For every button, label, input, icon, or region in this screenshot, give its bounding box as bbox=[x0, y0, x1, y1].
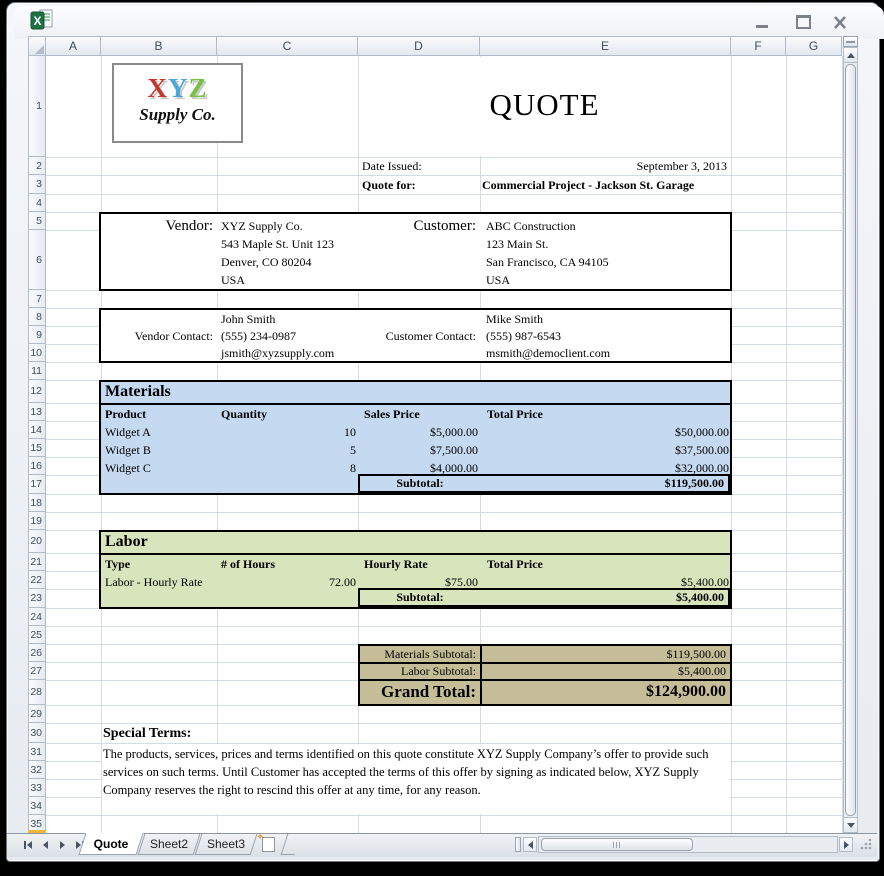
labor-row-rate[interactable]: $75.00 bbox=[445, 575, 478, 589]
customer-address1-cell[interactable]: 123 Main St. bbox=[486, 237, 549, 251]
totals-box bbox=[358, 644, 732, 706]
row-header-33[interactable]: 33 bbox=[28, 779, 46, 797]
row-header-3[interactable]: 3 bbox=[28, 175, 46, 194]
labor-header-type[interactable]: Type bbox=[105, 557, 131, 571]
vendor-customer-box bbox=[99, 212, 732, 291]
window-resize-grip[interactable] bbox=[860, 838, 872, 850]
sheet-tab-label: Quote bbox=[93, 837, 129, 851]
active-row-accent bbox=[28, 830, 46, 833]
materials-subtotal-total-label-cell[interactable]: Materials Subtotal: bbox=[384, 647, 476, 661]
vendor-contact-label-cell[interactable]: Vendor Contact: bbox=[134, 329, 213, 343]
labor-row-type[interactable]: Labor - Hourly Rate bbox=[105, 575, 203, 589]
labor-row-hours[interactable]: 72.00 bbox=[329, 575, 356, 589]
gridline bbox=[46, 626, 843, 627]
totals-divider bbox=[480, 646, 482, 704]
materials-subtotal-label-cell[interactable]: Subtotal: bbox=[396, 476, 444, 490]
row-header-35[interactable]: 35 bbox=[28, 815, 46, 833]
scroll-left-button[interactable] bbox=[523, 837, 537, 852]
tab-scroll-splitter[interactable] bbox=[515, 837, 521, 852]
column-header-B[interactable]: B bbox=[101, 36, 217, 56]
select-all-corner[interactable] bbox=[28, 36, 46, 56]
minimize-button[interactable] bbox=[748, 12, 776, 32]
labor-section bbox=[99, 530, 732, 609]
row-header-32[interactable]: 32 bbox=[28, 761, 46, 779]
customer-contact-phone-cell[interactable]: (555) 987-6543 bbox=[486, 329, 561, 343]
row-header-26[interactable]: 26 bbox=[28, 644, 46, 662]
row-header-21[interactable]: 21 bbox=[28, 553, 46, 571]
materials-header-product[interactable]: Product bbox=[105, 407, 147, 421]
quote-for-value-cell[interactable]: Commercial Project - Jackson St. Garage bbox=[482, 178, 695, 192]
labor-subtotal-total-value-cell[interactable]: $5,400.00 bbox=[678, 664, 726, 678]
row-header-22[interactable]: 22 bbox=[28, 571, 46, 589]
materials-row-total-price[interactable]: $37,500.00 bbox=[675, 443, 729, 457]
customer-name-cell[interactable]: ABC Construction bbox=[486, 219, 576, 233]
customer-contact-label-cell[interactable]: Customer Contact: bbox=[385, 329, 476, 343]
vendor-contact-name-cell[interactable]: John Smith bbox=[221, 312, 276, 326]
vendor-address3-cell[interactable]: USA bbox=[221, 273, 246, 287]
previous-sheet-icon bbox=[43, 841, 48, 849]
next-sheet-icon bbox=[60, 841, 65, 849]
close-icon bbox=[833, 16, 847, 29]
row-header-16[interactable]: 16 bbox=[28, 457, 46, 475]
vendor-name-cell[interactable]: XYZ Supply Co. bbox=[221, 219, 303, 233]
row-header-6[interactable]: 6 bbox=[28, 230, 46, 290]
materials-row-quantity[interactable]: 5 bbox=[350, 443, 356, 457]
row-header-11[interactable]: 11 bbox=[28, 362, 46, 380]
row-header-29[interactable]: 29 bbox=[28, 705, 46, 723]
scroll-right-button[interactable] bbox=[839, 837, 853, 852]
row-header-12[interactable]: 12 bbox=[28, 380, 46, 403]
column-header-E[interactable]: E bbox=[480, 36, 731, 56]
materials-header-sales-price[interactable]: Sales Price bbox=[364, 407, 420, 421]
vendor-contact-email-cell[interactable]: jsmith@xyzsupply.com bbox=[221, 346, 335, 360]
customer-contact-email-cell[interactable]: msmith@democlient.com bbox=[486, 346, 611, 360]
first-sheet-icon bbox=[27, 841, 32, 849]
column-header-F[interactable]: F bbox=[731, 36, 786, 56]
insert-worksheet-button[interactable] bbox=[256, 832, 282, 854]
vendor-label-cell[interactable]: Vendor: bbox=[165, 218, 213, 234]
sheet-tab-quote[interactable] bbox=[82, 834, 140, 855]
excel-app-icon bbox=[30, 8, 54, 32]
column-header-A[interactable]: A bbox=[46, 36, 101, 56]
row-header-25[interactable]: 25 bbox=[28, 626, 46, 644]
restore-button[interactable] bbox=[789, 12, 817, 32]
next-sheet-button[interactable] bbox=[55, 838, 70, 852]
date-issued-value-cell[interactable]: September 3, 2013 bbox=[636, 159, 727, 173]
customer-label-cell[interactable]: Customer: bbox=[413, 218, 476, 234]
gridline bbox=[46, 194, 843, 195]
row-header-19[interactable]: 19 bbox=[28, 512, 46, 530]
svg-text:X: X bbox=[33, 14, 42, 28]
row-header-34[interactable]: 34 bbox=[28, 797, 46, 815]
previous-sheet-button[interactable] bbox=[38, 838, 53, 852]
materials-subtotal-box bbox=[358, 474, 730, 493]
materials-row-total-price[interactable]: $50,000.00 bbox=[675, 425, 729, 439]
materials-title-cell[interactable]: Materials bbox=[101, 382, 730, 405]
row-header-23[interactable]: 23 bbox=[28, 589, 46, 608]
materials-header-total-price[interactable]: Total Price bbox=[487, 407, 543, 421]
vendor-address2-cell[interactable]: Denver, CO 80204 bbox=[221, 255, 312, 269]
row-header-7[interactable]: 7 bbox=[28, 290, 46, 308]
row-header-27[interactable]: 27 bbox=[28, 662, 46, 680]
row-header-30[interactable]: 30 bbox=[28, 723, 46, 743]
materials-header-quantity[interactable]: Quantity bbox=[221, 407, 268, 421]
materials-row-sales-price[interactable]: $5,000.00 bbox=[430, 425, 478, 439]
labor-subtotal-label-cell[interactable]: Subtotal: bbox=[396, 590, 444, 604]
special-terms-title-cell[interactable]: Special Terms: bbox=[103, 726, 192, 741]
arrow-right-icon bbox=[844, 841, 849, 849]
materials-section bbox=[99, 380, 732, 495]
horizontal-scroll-thumb[interactable] bbox=[541, 838, 693, 851]
insert-worksheet-star-icon: ✦ bbox=[256, 832, 265, 843]
materials-subtotal-total-value-cell[interactable]: $119,500.00 bbox=[666, 647, 726, 661]
quote-for-label-cell[interactable]: Quote for: bbox=[362, 178, 416, 192]
vendor-contact-phone-cell[interactable]: (555) 234-0987 bbox=[221, 329, 296, 343]
row-header-5[interactable]: 5 bbox=[28, 212, 46, 230]
row-header-13[interactable]: 13 bbox=[28, 403, 46, 421]
row-header-20[interactable]: 20 bbox=[28, 530, 46, 553]
close-button[interactable] bbox=[826, 12, 854, 32]
company-logo-image[interactable] bbox=[112, 63, 243, 143]
materials-row-quantity[interactable]: 8 bbox=[350, 461, 356, 475]
row-header-28[interactable]: 28 bbox=[28, 680, 46, 705]
column-header-G[interactable]: G bbox=[786, 36, 842, 56]
logo-xyz-text: XYZ bbox=[147, 73, 208, 103]
row-header-15[interactable]: 15 bbox=[28, 439, 46, 457]
materials-subtotal-value-cell[interactable]: $119,500.00 bbox=[664, 476, 724, 490]
materials-row-total-price[interactable]: $32,000.00 bbox=[675, 461, 729, 475]
minimize-icon bbox=[756, 25, 768, 28]
gridline bbox=[46, 175, 843, 176]
row-header-14[interactable]: 14 bbox=[28, 421, 46, 439]
quote-title-cell[interactable]: QUOTE bbox=[489, 87, 600, 122]
restore-icon bbox=[796, 15, 811, 29]
labor-header-rate[interactable]: Hourly Rate bbox=[364, 557, 428, 571]
column-header-C[interactable]: C bbox=[217, 36, 358, 56]
row-header-1[interactable]: 1 bbox=[28, 56, 46, 157]
contacts-box bbox=[99, 308, 732, 363]
row-header-18[interactable]: 18 bbox=[28, 494, 46, 512]
gridline bbox=[46, 815, 843, 816]
row-header-8[interactable]: 8 bbox=[28, 308, 46, 326]
sheet-tab-sheet2[interactable] bbox=[141, 834, 197, 855]
grand-total-label-cell[interactable]: Grand Total: bbox=[381, 682, 476, 701]
arrow-up-icon bbox=[847, 53, 855, 58]
row-header-2[interactable]: 2 bbox=[28, 157, 46, 175]
labor-subtotal-total-label-cell[interactable]: Labor Subtotal: bbox=[401, 664, 476, 678]
logo-subtitle: Supply Co. bbox=[139, 105, 216, 124]
row-header-31[interactable]: 31 bbox=[28, 743, 46, 761]
labor-subtotal-box bbox=[358, 588, 730, 607]
scroll-up-button[interactable] bbox=[843, 47, 858, 63]
first-sheet-icon bbox=[24, 841, 26, 849]
row-header-24[interactable]: 24 bbox=[28, 608, 46, 626]
arrow-down-icon bbox=[847, 823, 855, 828]
first-sheet-button[interactable] bbox=[20, 838, 35, 852]
vertical-scroll-thumb[interactable] bbox=[845, 64, 856, 816]
customer-address3-cell[interactable]: USA bbox=[486, 273, 511, 287]
labor-title-cell[interactable]: Labor bbox=[101, 532, 730, 555]
labor-header-total-price[interactable]: Total Price bbox=[487, 557, 543, 571]
arrow-left-icon bbox=[528, 841, 533, 849]
customer-contact-name-cell[interactable]: Mike Smith bbox=[486, 312, 544, 326]
row-header-17[interactable]: 17 bbox=[28, 475, 46, 494]
customer-address2-cell[interactable]: San Francisco, CA 94105 bbox=[486, 255, 609, 269]
gridline bbox=[786, 56, 787, 833]
vendor-address1-cell[interactable]: 543 Maple St. Unit 123 bbox=[221, 237, 334, 251]
labor-header-hours[interactable]: # of Hours bbox=[221, 557, 275, 571]
row-header-9[interactable]: 9 bbox=[28, 326, 46, 344]
date-issued-label-cell[interactable]: Date Issued: bbox=[362, 159, 422, 173]
tab-end-separator bbox=[284, 834, 298, 855]
materials-row-sales-price[interactable]: $4,000.00 bbox=[430, 461, 478, 475]
select-all-icon bbox=[35, 45, 44, 54]
row-header-10[interactable]: 10 bbox=[28, 344, 46, 362]
row-header-4[interactable]: 4 bbox=[28, 194, 46, 212]
sheet-tab-label: Sheet3 bbox=[206, 837, 246, 851]
scroll-down-button[interactable] bbox=[843, 817, 858, 833]
grand-total-value-cell[interactable]: $124,900.00 bbox=[646, 683, 726, 700]
column-header-D[interactable]: D bbox=[358, 36, 480, 56]
special-terms-body-cell[interactable]: The products, services, prices and terms identified on this quote constitute XYZ Supply Company’s offer to provide such services on such terms. Until Customer has accepted the terms of this offer by signing as indicated below, XYZ Supply Company reserves the right to rescind this offer at any time, for any reason. bbox=[103, 747, 709, 797]
labor-row-total-price[interactable]: $5,400.00 bbox=[681, 575, 729, 589]
materials-row-product[interactable]: Widget B bbox=[105, 443, 151, 457]
labor-subtotal-value-cell[interactable]: $5,400.00 bbox=[676, 590, 724, 604]
sheet-tab-label: Sheet2 bbox=[149, 837, 189, 851]
materials-row-quantity[interactable]: 10 bbox=[344, 425, 356, 439]
sheet-tab-sheet3[interactable] bbox=[198, 834, 254, 855]
vertical-split-handle[interactable] bbox=[843, 36, 858, 47]
materials-row-product[interactable]: Widget C bbox=[105, 461, 151, 475]
gridline bbox=[46, 512, 843, 513]
materials-row-product[interactable]: Widget A bbox=[105, 425, 151, 439]
materials-row-sales-price[interactable]: $7,500.00 bbox=[430, 443, 478, 457]
